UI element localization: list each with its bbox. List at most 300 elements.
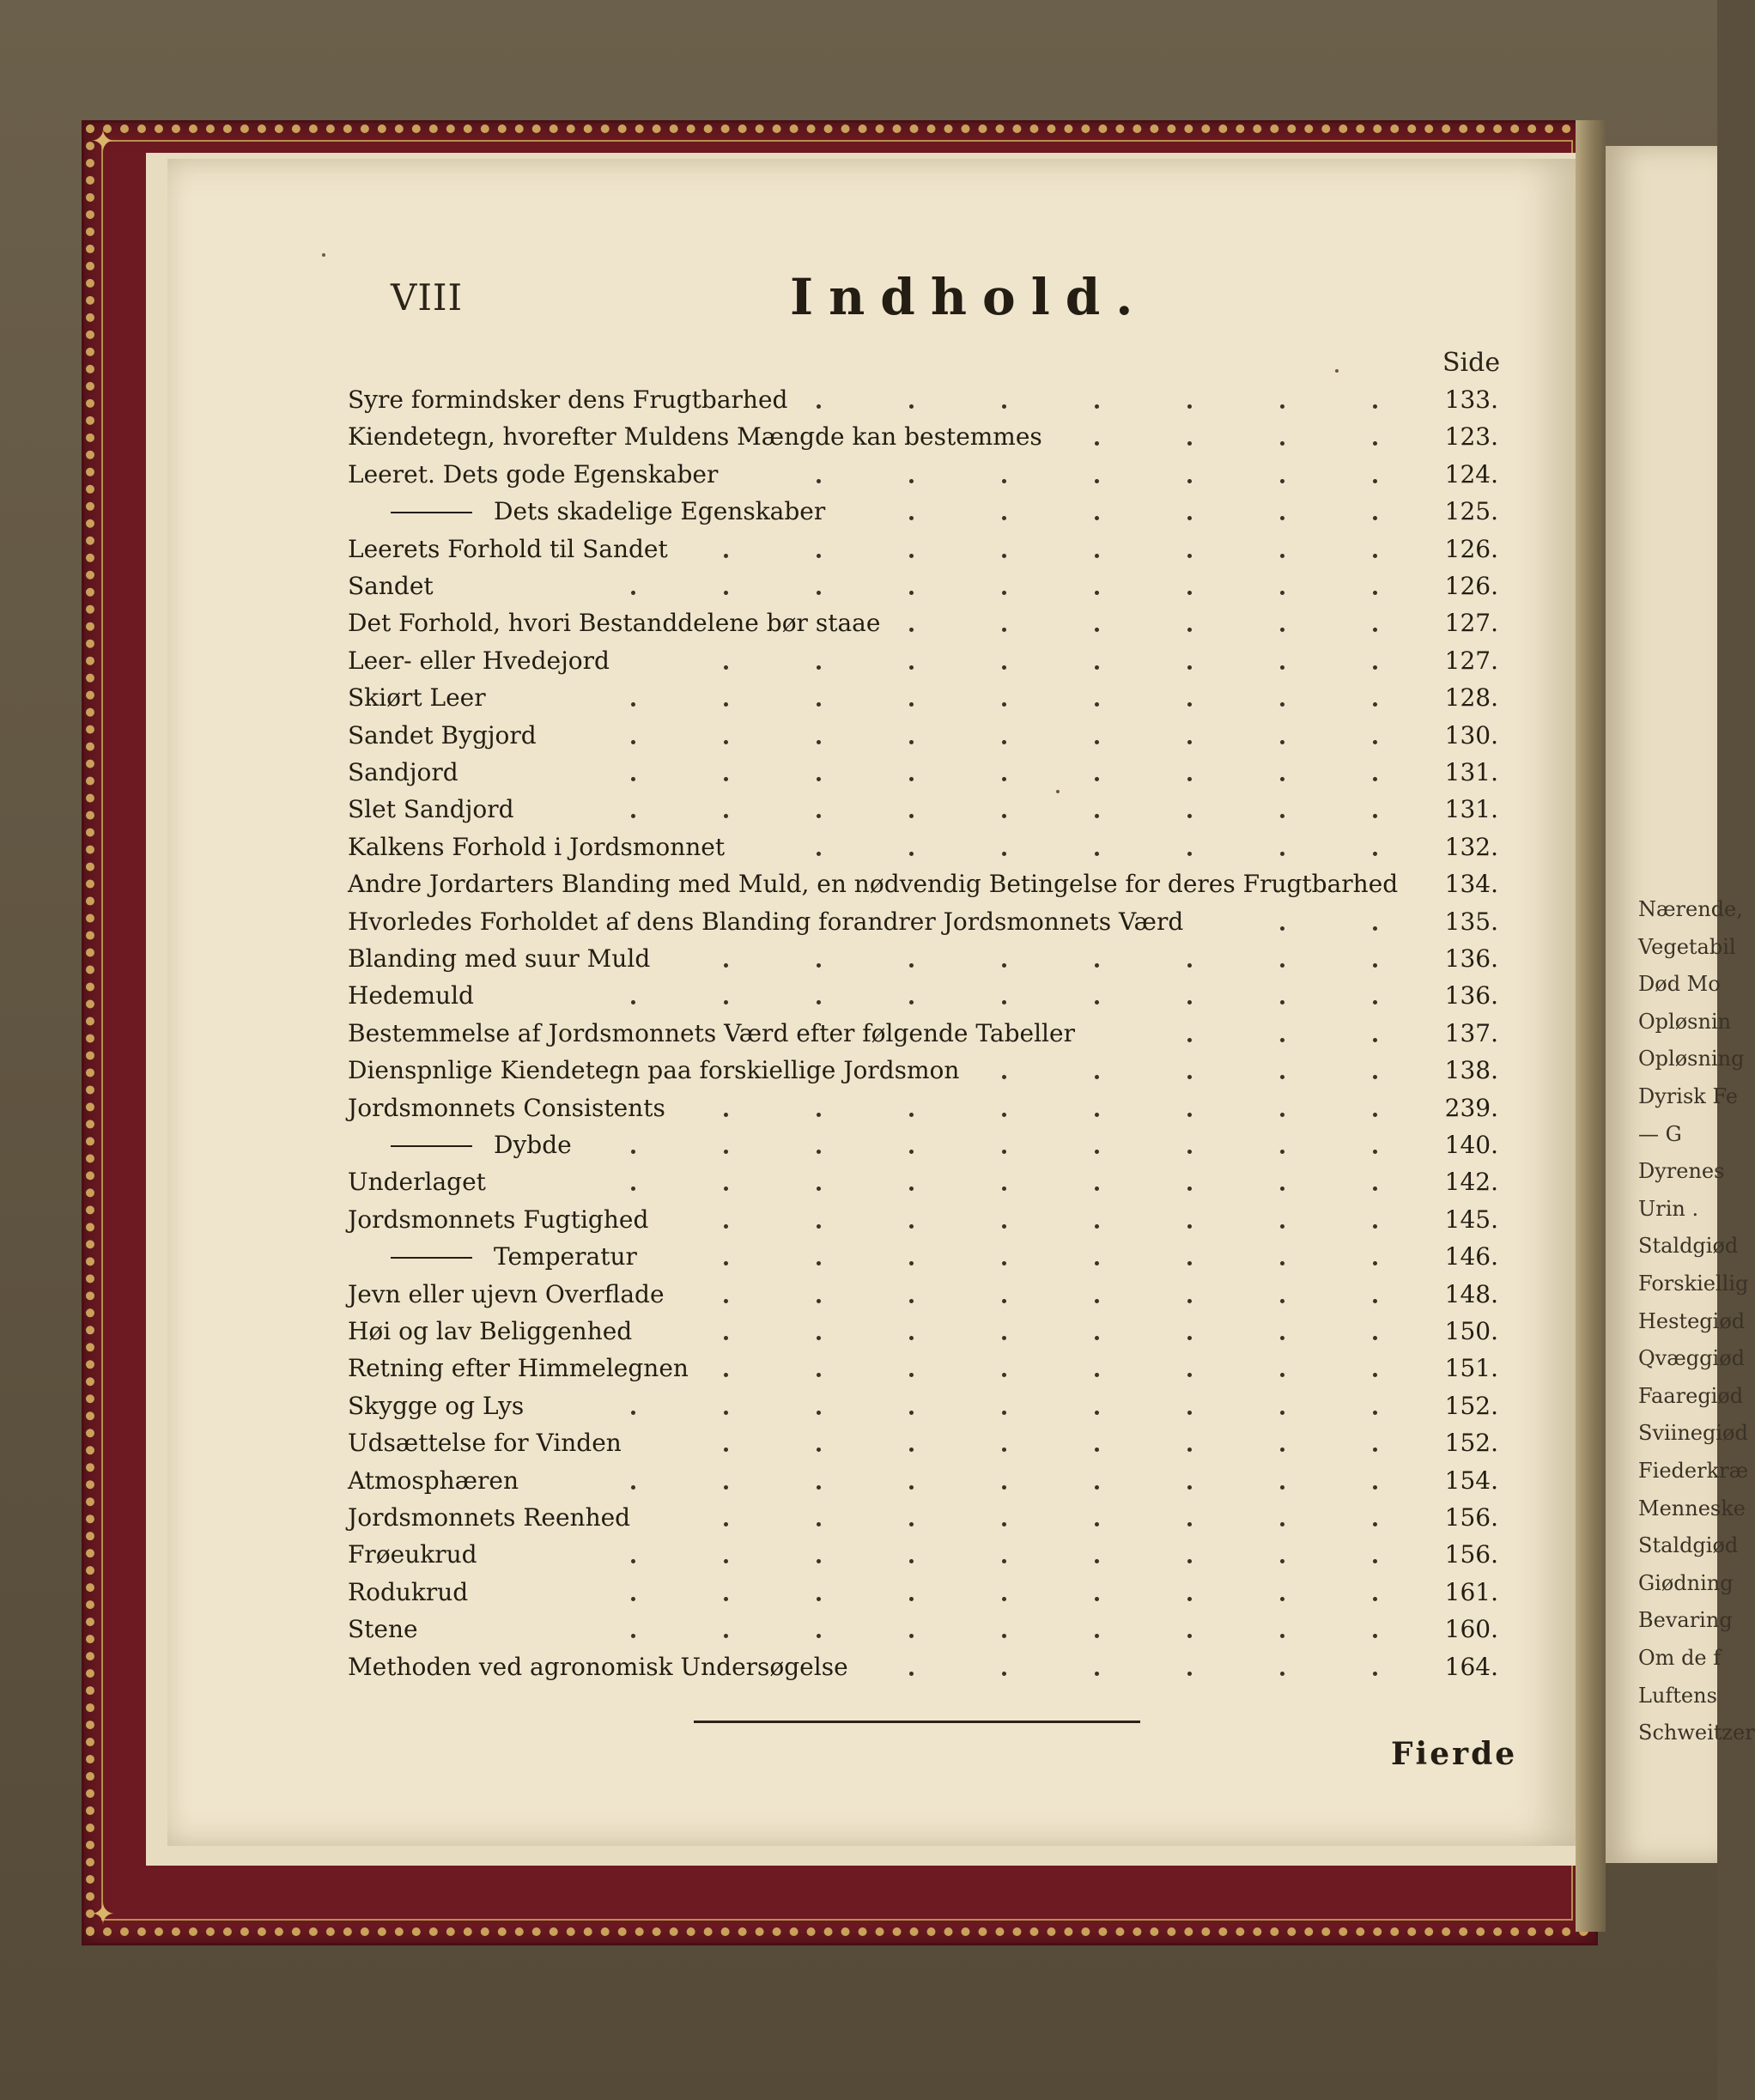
leader-dot	[1187, 1224, 1192, 1229]
leader-dot	[1095, 1485, 1099, 1490]
leader-dot	[909, 1559, 914, 1563]
toc-entry	[348, 1277, 1498, 1313]
leader-dot	[1002, 516, 1006, 520]
leader-dot	[1373, 628, 1377, 632]
leader-dot	[1002, 1075, 1006, 1079]
facing-page-fragment: Forskiellig	[1638, 1272, 1749, 1296]
ditto-dash	[391, 512, 472, 513]
leader-dot	[1373, 1634, 1377, 1638]
toc-entry-page: 124.	[1444, 459, 1498, 489]
leader-dot	[1280, 1448, 1284, 1452]
toc-entry-label: Det Forhold, hvori Bestanddelene bør staae	[348, 609, 881, 638]
toc-entry-label: Kalkens Forhold i Jordsmonnet	[348, 832, 726, 861]
corner-ornament-icon: ✦	[90, 124, 116, 159]
leader-dot	[1280, 777, 1284, 781]
leader-dot	[1002, 1522, 1006, 1526]
toc-entry-page: 130.	[1444, 720, 1498, 750]
leader-dot	[909, 814, 914, 818]
toc-entry	[348, 1425, 1498, 1461]
toc-entry-label: Bestemmelse af Jordsmonnets Værd efter følgende Tabeller	[348, 1018, 1075, 1047]
leader-dot	[1095, 963, 1099, 968]
leader-dot	[909, 777, 914, 781]
leader-dot	[817, 1373, 821, 1377]
leader-dot	[1187, 814, 1192, 818]
leader-dot	[724, 554, 728, 558]
leader-dot	[724, 591, 728, 595]
facing-page-fragment: Luftens	[1638, 1683, 1717, 1708]
leader-dot	[1373, 1187, 1377, 1191]
leader-dot	[1002, 1634, 1006, 1638]
leader-dot	[1095, 1150, 1099, 1154]
leader-dot	[817, 1150, 821, 1154]
leader-dot	[724, 814, 728, 818]
toc-entry-page: 156.	[1444, 1540, 1498, 1569]
leader-dot	[724, 1485, 728, 1490]
leader-dot	[1280, 852, 1284, 856]
facing-page-fragment: Staldgiød	[1638, 1234, 1739, 1259]
toc-entry-page: 150.	[1444, 1317, 1498, 1345]
facing-page-fragment: Faaregiød	[1638, 1383, 1744, 1408]
toc-entry	[348, 457, 1498, 493]
leader-dot	[1002, 814, 1006, 818]
toc-entry-label: Jordsmonnets Reenhed	[348, 1503, 631, 1532]
facing-page	[1606, 146, 1755, 1863]
toc-entry-label: Temperatur	[494, 1242, 637, 1272]
leader-dot	[1002, 1336, 1006, 1340]
leader-dot	[1095, 1634, 1099, 1638]
leader-dot	[1373, 1113, 1377, 1117]
toc-entry-page: 135.	[1444, 907, 1498, 936]
leader-dot	[1095, 1261, 1099, 1265]
leader-dot	[724, 740, 728, 744]
leader-dot	[817, 777, 821, 781]
leader-dot	[817, 404, 821, 409]
leader-dot	[1095, 1187, 1099, 1191]
toc-entry-page: 151.	[1444, 1354, 1498, 1383]
leader-dot	[1095, 814, 1099, 818]
leader-dot	[1002, 852, 1006, 856]
leader-dot	[1095, 1113, 1099, 1117]
leader-dot	[909, 1373, 914, 1377]
leader-dot	[909, 516, 914, 520]
facing-page-fragment: — G	[1638, 1121, 1682, 1146]
leader-dot	[1373, 1411, 1377, 1415]
leader-dot	[1187, 1075, 1192, 1079]
toc-entry-page: 148.	[1444, 1279, 1498, 1308]
leader-dot	[1280, 554, 1284, 558]
toc-entry-label: Frøeukrud	[348, 1540, 477, 1569]
leader-dot	[1095, 1672, 1099, 1676]
leader-dot	[1187, 1522, 1192, 1526]
toc-entry-label: Stene	[348, 1615, 418, 1644]
toc-entry-page: 127.	[1444, 609, 1498, 638]
leader-dot	[909, 1336, 914, 1340]
toc-entry-page: 126.	[1444, 534, 1498, 563]
toc-entry-page: 152.	[1444, 1391, 1498, 1420]
leader-dot	[909, 1224, 914, 1229]
leader-dot	[909, 1411, 914, 1415]
leader-dot	[1373, 1559, 1377, 1563]
toc-entry	[348, 643, 1498, 679]
toc-entry	[348, 494, 1498, 530]
toc-entry	[348, 1202, 1498, 1238]
toc-entry-page: 137.	[1444, 1018, 1498, 1047]
leader-dot	[1373, 665, 1377, 670]
toc-entry	[348, 1350, 1498, 1387]
leader-dot	[1095, 1448, 1099, 1452]
leader-dot	[1187, 404, 1192, 409]
leader-dot	[817, 1411, 821, 1415]
toc-entry-page: 128.	[1444, 683, 1498, 713]
toc-entry-label: Dienspnlige Kiendetegn paa forskiellige Jordsmon	[348, 1056, 960, 1085]
leader-dot	[1373, 554, 1377, 558]
leader-dot	[817, 1485, 821, 1490]
leader-dot	[1002, 1411, 1006, 1415]
leader-dot	[1187, 777, 1192, 781]
leader-dot	[631, 1559, 635, 1563]
toc-entry-page: 136.	[1444, 981, 1498, 1011]
leader-dot	[1187, 1187, 1192, 1191]
toc-entry	[348, 1611, 1498, 1648]
toc-entry-page: 131.	[1444, 758, 1498, 786]
leader-dot	[1280, 1261, 1284, 1265]
leader-dot	[817, 1187, 821, 1191]
leader-dot	[1280, 1597, 1284, 1601]
toc-entry-page: 146.	[1444, 1242, 1498, 1272]
leader-dot	[1280, 926, 1284, 931]
leader-dot	[1373, 1075, 1377, 1079]
toc-entry-page: 134.	[1444, 870, 1498, 899]
toc-entry	[348, 755, 1498, 791]
leader-dot	[631, 702, 635, 707]
leader-dot	[631, 1597, 635, 1601]
leader-dot	[631, 1150, 635, 1154]
toc-entry-label: Leeret. Dets gode Egenskaber	[348, 459, 719, 489]
toc-entry	[348, 1053, 1498, 1089]
facing-page-fragment: Menneske	[1638, 1496, 1746, 1520]
leader-dot	[724, 1634, 728, 1638]
leader-dot	[909, 1150, 914, 1154]
leader-dot	[817, 814, 821, 818]
leader-dot	[724, 1597, 728, 1601]
facing-page-fragment: Urin .	[1638, 1196, 1699, 1221]
toc-entry-page: 154.	[1444, 1466, 1498, 1495]
facing-page-fragment: Schweitzer	[1638, 1721, 1755, 1745]
leader-dot	[1280, 963, 1284, 968]
toc-entry	[348, 1314, 1498, 1350]
leader-dot	[724, 702, 728, 707]
leader-dot	[909, 479, 914, 483]
leader-dot	[1373, 777, 1377, 781]
leader-dot	[817, 1559, 821, 1563]
leader-dot	[1373, 1299, 1377, 1303]
leader-dot	[724, 1448, 728, 1452]
leader-dot	[631, 777, 635, 781]
toc-entry-label: Syre formindsker dens Frugtbarhed	[348, 385, 788, 414]
leader-dot	[1095, 441, 1099, 446]
facing-page-fragment: Qvæggiød	[1638, 1346, 1746, 1371]
catchword: Fierde	[1391, 1736, 1518, 1772]
leader-dot	[1095, 1373, 1099, 1377]
toc-entry-page: 145.	[1444, 1205, 1498, 1234]
facing-page-fragment: Opløsnin	[1638, 1009, 1732, 1034]
leader-dot	[724, 1187, 728, 1191]
toc-entry	[348, 1016, 1498, 1052]
leader-dot	[817, 963, 821, 968]
page-title: Indhold.	[790, 268, 1149, 326]
toc-entry-label: Jordsmonnets Fugtighed	[348, 1205, 649, 1234]
toc-entry-page: 123.	[1444, 422, 1498, 452]
leader-dot	[1373, 702, 1377, 707]
toc-entry-label: Dybde	[494, 1131, 572, 1159]
facing-page-fragment: Vegetabil	[1638, 934, 1736, 959]
leader-dot	[1187, 1597, 1192, 1601]
leader-dot	[817, 740, 821, 744]
leader-dot	[1095, 1224, 1099, 1229]
facing-page-fragment: Staldgiød	[1638, 1533, 1739, 1558]
toc-entry-page: 125.	[1444, 497, 1498, 526]
leader-dot	[817, 1522, 821, 1526]
toc-entry-page: 132.	[1444, 832, 1498, 861]
leader-dot	[1280, 441, 1284, 446]
leader-dot	[1280, 1075, 1284, 1079]
leader-dot	[817, 1299, 821, 1303]
leader-dot	[1280, 1634, 1284, 1638]
leader-dot	[1187, 1000, 1192, 1004]
leader-dot	[1187, 628, 1192, 632]
leader-dot	[1187, 1373, 1192, 1377]
leader-dot	[631, 814, 635, 818]
toc-entry	[348, 978, 1498, 1014]
leader-dot	[724, 1261, 728, 1265]
toc-entry-page: 127.	[1444, 646, 1498, 675]
leader-dot	[817, 591, 821, 595]
ditto-dash	[391, 1257, 472, 1259]
leader-dot	[631, 1411, 635, 1415]
leader-dot	[1373, 1672, 1377, 1676]
facing-page-fragment: Opløsning	[1638, 1047, 1745, 1071]
leader-dot	[1373, 1150, 1377, 1154]
toc-entry-label: Sandet Bygjord	[348, 720, 537, 750]
leader-dot	[1187, 1261, 1192, 1265]
leader-dot	[909, 1634, 914, 1638]
leader-dot	[1002, 963, 1006, 968]
leader-dot	[817, 1597, 821, 1601]
leader-dot	[1280, 479, 1284, 483]
toc-entry-label: Jevn eller ujevn Overflade	[348, 1279, 665, 1308]
toc-entry-label: Underlaget	[348, 1168, 486, 1197]
toc-entry	[348, 531, 1498, 567]
leader-dot	[1187, 702, 1192, 707]
leader-dot	[1187, 1448, 1192, 1452]
leader-dot	[909, 1597, 914, 1601]
leader-dot	[909, 963, 914, 968]
toc-entry	[348, 382, 1498, 418]
leader-dot	[1187, 554, 1192, 558]
leader-dot	[817, 665, 821, 670]
leader-dot	[1280, 1150, 1284, 1154]
leader-dot	[1187, 1559, 1192, 1563]
leader-dot	[909, 1485, 914, 1490]
leader-dot	[1095, 777, 1099, 781]
toc-entry	[348, 718, 1498, 754]
toc-entry	[348, 1649, 1498, 1685]
leader-dot	[1002, 740, 1006, 744]
toc-entry	[348, 1164, 1498, 1200]
leader-dot	[1187, 1672, 1192, 1676]
leader-dot	[724, 1373, 728, 1377]
leader-dot	[1095, 628, 1099, 632]
toc-entry	[348, 904, 1498, 940]
leader-dot	[1373, 1448, 1377, 1452]
leader-dot	[1373, 441, 1377, 446]
leader-dot	[1373, 1261, 1377, 1265]
leader-dot	[1280, 1336, 1284, 1340]
leader-dot	[1095, 852, 1099, 856]
leader-dot	[1095, 591, 1099, 595]
leader-dot	[631, 591, 635, 595]
leader-dot	[1002, 1373, 1006, 1377]
toc-entry-label: Blanding med suur Muld	[348, 944, 651, 973]
leader-dot	[1095, 1075, 1099, 1079]
ditto-dash	[391, 1145, 472, 1147]
leader-dot	[1280, 814, 1284, 818]
toc-entry-page: 142.	[1444, 1168, 1498, 1197]
toc-entry-label: Sandjord	[348, 758, 458, 786]
leader-dot	[1095, 1336, 1099, 1340]
toc-entry-page: 152.	[1444, 1429, 1498, 1458]
leader-dot	[1373, 814, 1377, 818]
leader-dot	[1002, 628, 1006, 632]
leader-dot	[817, 554, 821, 558]
leader-dot	[724, 1336, 728, 1340]
leader-dot	[631, 1485, 635, 1490]
leader-dot	[909, 740, 914, 744]
leader-dot	[1187, 516, 1192, 520]
leader-dot	[1002, 1224, 1006, 1229]
leader-dot	[724, 963, 728, 968]
leader-dot	[1187, 1038, 1192, 1042]
leader-dot	[1095, 1597, 1099, 1601]
toc-entry	[348, 680, 1498, 716]
leader-dot	[909, 665, 914, 670]
leader-dot	[909, 628, 914, 632]
toc-entry	[348, 1388, 1498, 1424]
leader-dot	[817, 479, 821, 483]
leader-dot	[724, 1150, 728, 1154]
leader-dot	[1187, 441, 1192, 446]
toc-entry	[348, 419, 1498, 455]
leader-dot	[1373, 1485, 1377, 1490]
leader-dot	[1280, 1187, 1284, 1191]
leader-dot	[1002, 665, 1006, 670]
leader-dot	[1002, 1000, 1006, 1004]
leader-dot	[631, 1187, 635, 1191]
leader-dot	[817, 1113, 821, 1117]
leader-dot	[1187, 1113, 1192, 1117]
leader-dot	[1373, 1000, 1377, 1004]
leader-dot	[1002, 1150, 1006, 1154]
leader-dot	[1002, 1261, 1006, 1265]
toc-entry-page: 136.	[1444, 944, 1498, 973]
toc-entry	[348, 1127, 1498, 1163]
facing-page-fragment: Om de f	[1638, 1646, 1722, 1670]
leader-dot	[1187, 963, 1192, 968]
leader-dot	[817, 1224, 821, 1229]
leader-dot	[1095, 404, 1099, 409]
leader-dot	[909, 1522, 914, 1526]
leader-dot	[817, 1261, 821, 1265]
leader-dot	[1373, 963, 1377, 968]
leader-dot	[1002, 1485, 1006, 1490]
toc-entry	[348, 1575, 1498, 1611]
leader-dot	[1280, 1038, 1284, 1042]
leader-dot	[1373, 1336, 1377, 1340]
leader-dot	[724, 1299, 728, 1303]
leader-dot	[631, 1000, 635, 1004]
leader-dot	[1187, 740, 1192, 744]
facing-page-fragment: Død Mo	[1638, 972, 1721, 997]
facing-page-fragment: Hestegiød	[1638, 1308, 1746, 1333]
leader-dot	[631, 740, 635, 744]
toc-entry	[348, 568, 1498, 604]
toc-entry-page: 161.	[1444, 1577, 1498, 1606]
leader-dot	[1280, 1672, 1284, 1676]
toc-entry	[348, 605, 1498, 641]
leader-dot	[1280, 1299, 1284, 1303]
toc-entry	[348, 1239, 1498, 1275]
toc-entry-label: Jordsmonnets Consistents	[348, 1093, 665, 1122]
toc-entry-page: 126.	[1444, 572, 1498, 600]
leader-dot	[724, 1559, 728, 1563]
toc-entry	[348, 941, 1498, 977]
leader-dot	[1373, 740, 1377, 744]
leader-dot	[909, 404, 914, 409]
leader-dot	[1002, 1448, 1006, 1452]
leader-dot	[817, 1634, 821, 1638]
leader-dot	[909, 852, 914, 856]
leader-dot	[1187, 1634, 1192, 1638]
leader-dot	[1280, 591, 1284, 595]
leader-dot	[1280, 665, 1284, 670]
leader-dot	[909, 1261, 914, 1265]
leader-dot	[1373, 1373, 1377, 1377]
toc-entry	[348, 1463, 1498, 1499]
toc-entry	[348, 792, 1498, 828]
toc-entry-label: Andre Jordarters Blanding med Muld, en nødvendig Betingelse for deres Frugtbarhed	[348, 870, 1399, 899]
leader-dot	[1373, 591, 1377, 595]
leader-dot	[724, 1522, 728, 1526]
leader-dot	[1002, 1672, 1006, 1676]
toc-entry-page: 133.	[1444, 385, 1498, 414]
leader-dot	[1187, 591, 1192, 595]
leader-dot	[1095, 1299, 1099, 1303]
leader-dot	[909, 1187, 914, 1191]
toc-entry-label: Sandet	[348, 572, 434, 600]
leader-dot	[909, 1299, 914, 1303]
paper-speck	[322, 253, 325, 257]
toc-entry-page: 164.	[1444, 1652, 1498, 1681]
toc-entry	[348, 1537, 1498, 1573]
toc-entry-label: Atmosphæren	[348, 1466, 519, 1495]
leader-dot	[1095, 702, 1099, 707]
leader-dot	[909, 1113, 914, 1117]
leader-dot	[909, 1000, 914, 1004]
leader-dot	[909, 1448, 914, 1452]
toc-entry-label: Skygge og Lys	[348, 1391, 525, 1420]
facing-page-fragment: Sviinegiød	[1638, 1421, 1748, 1446]
toc-entry-page: 156.	[1444, 1503, 1498, 1532]
